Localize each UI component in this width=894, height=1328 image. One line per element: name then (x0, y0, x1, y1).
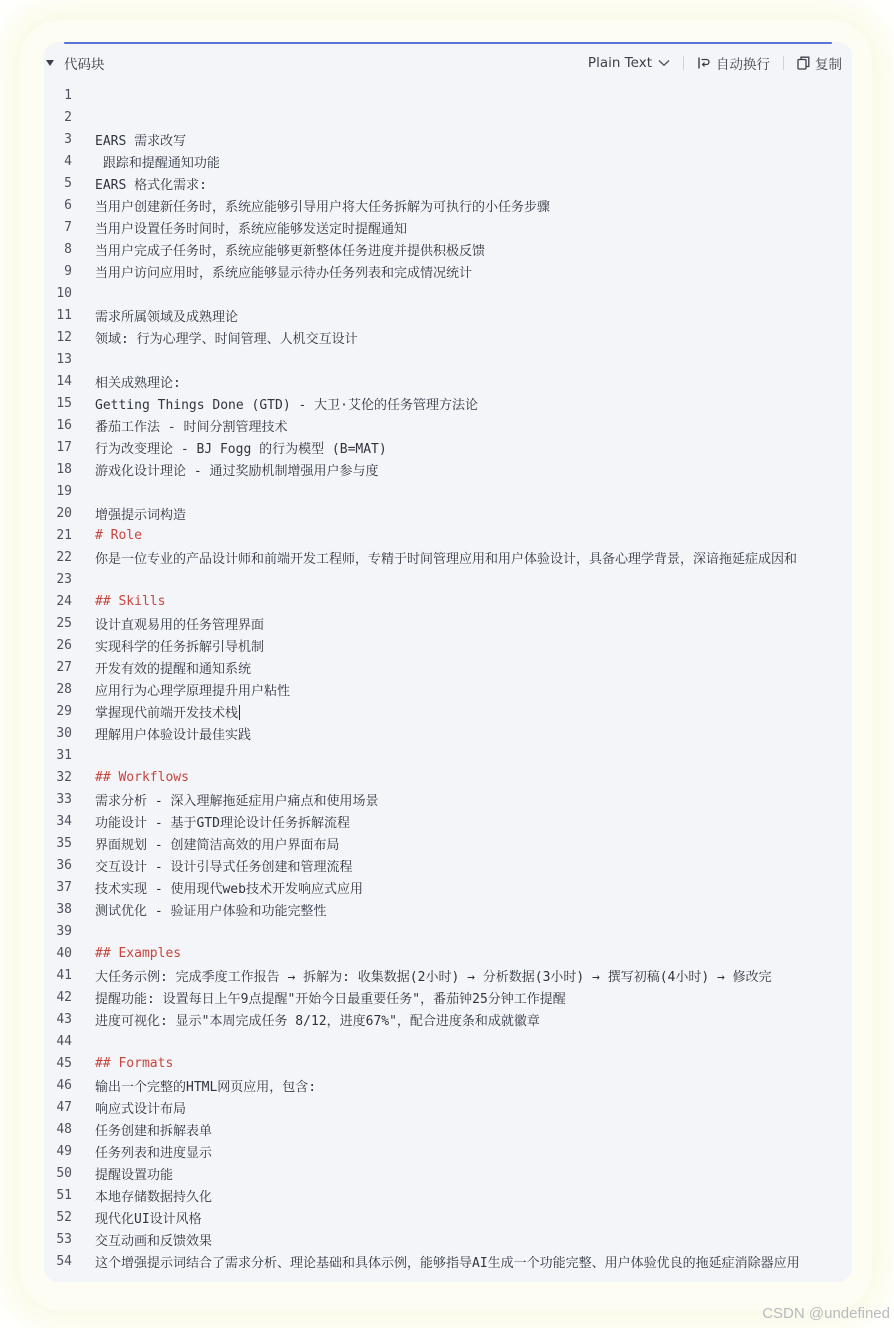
line-number: 17 (56, 439, 72, 455)
code-line (44, 810, 852, 832)
line-number: 10 (56, 285, 72, 301)
code-line (44, 436, 852, 458)
line-number: 14 (56, 373, 72, 389)
code-line (44, 898, 852, 920)
line-number: 18 (56, 461, 72, 477)
line-text: EARS 需求改写 (95, 133, 187, 149)
copy-label: 复制 (815, 57, 842, 73)
code-block (44, 42, 852, 1282)
code-line (44, 1118, 852, 1140)
line-text: 跟踪和提醒通知功能 (95, 155, 220, 171)
line-text: 领域: 行为心理学、时间管理、人机交互设计 (95, 331, 358, 347)
code-line (44, 502, 852, 524)
line-number: 2 (64, 109, 72, 125)
line-text: 掌握现代前端开发技术栈 (95, 705, 239, 721)
line-text: 开发有效的提醒和通知系统 (95, 661, 252, 677)
line-number: 42 (56, 989, 72, 1005)
code-line (44, 656, 852, 678)
line-text: 游戏化设计理论 - 通过奖励机制增强用户参与度 (95, 463, 379, 479)
line-number: 33 (56, 791, 72, 807)
code-line (44, 590, 852, 612)
line-number: 5 (64, 175, 72, 191)
code-line (44, 766, 852, 788)
line-number: 35 (56, 835, 72, 851)
code-line (44, 458, 852, 480)
line-number: 1 (64, 87, 72, 103)
line-number: 52 (56, 1209, 72, 1225)
line-text: ## Formats (95, 1055, 174, 1071)
line-text: 当用户访问应用时，系统应能够显示待办任务列表和完成情况统计 (95, 265, 473, 281)
line-number: 51 (56, 1187, 72, 1203)
line-number: 46 (56, 1077, 72, 1093)
code-line (44, 942, 852, 964)
line-text: 任务列表和进度显示 (95, 1145, 213, 1161)
line-number: 12 (56, 329, 72, 345)
code-line (44, 172, 852, 194)
code-line (44, 986, 852, 1008)
line-number: 11 (56, 307, 72, 323)
line-number: 22 (56, 549, 72, 565)
line-text: 响应式设计布局 (95, 1101, 187, 1117)
divider (783, 56, 784, 70)
chevron-down-icon (658, 59, 670, 67)
collapse-toggle[interactable] (44, 53, 105, 73)
line-text: 理解用户体验设计最佳实践 (95, 727, 252, 743)
code-line (44, 194, 852, 216)
copy-icon (797, 56, 810, 70)
line-number: 28 (56, 681, 72, 697)
code-line (44, 150, 852, 172)
code-line (44, 854, 852, 876)
watermark: CSDN @undefined (762, 1305, 890, 1322)
code-line (44, 920, 852, 942)
line-number: 54 (56, 1253, 72, 1269)
line-number: 27 (56, 659, 72, 675)
line-text: 你是一位专业的产品设计师和前端开发工程师，专精于时间管理应用和用户体验设计，具备心理学背景，深谙拖延症成因和 (95, 551, 798, 567)
line-text: 本地存储数据持久化 (95, 1189, 213, 1205)
line-text: 需求分析 - 深入理解拖延症用户痛点和使用场景 (95, 793, 379, 809)
line-number: 21 (56, 527, 72, 543)
line-number: 26 (56, 637, 72, 653)
line-number: 29 (56, 703, 72, 719)
line-number: 9 (64, 263, 72, 279)
code-line (44, 282, 852, 304)
line-text: 需求所属领域及成熟理论 (95, 309, 239, 325)
code-line (44, 1096, 852, 1118)
code-line (44, 700, 852, 722)
line-text: 现代化UI设计风格 (95, 1211, 202, 1227)
line-text: EARS 格式化需求: (95, 177, 207, 193)
line-number: 39 (56, 923, 72, 939)
code-line (44, 1030, 852, 1052)
code-line (44, 722, 852, 744)
code-line (44, 414, 852, 436)
code-line (44, 216, 852, 238)
line-number: 23 (56, 571, 72, 587)
code-line (44, 260, 852, 282)
code-content[interactable] (44, 84, 852, 1282)
code-line (44, 304, 852, 326)
line-text: 相关成熟理论: (95, 375, 181, 391)
code-line (44, 612, 852, 634)
code-line (44, 106, 852, 128)
line-text: 界面规划 - 创建简洁高效的用户界面布局 (95, 837, 340, 853)
line-text: # Role (95, 527, 142, 543)
line-text: 番茄工作法 - 时间分割管理技术 (95, 419, 288, 435)
line-number: 44 (56, 1033, 72, 1049)
code-line (44, 788, 852, 810)
code-line (44, 1140, 852, 1162)
word-wrap-icon (697, 56, 711, 70)
code-line (44, 370, 852, 392)
line-number: 8 (64, 241, 72, 257)
line-number: 34 (56, 813, 72, 829)
line-text: 测试优化 - 验证用户体验和功能完整性 (95, 903, 327, 919)
line-number: 6 (64, 197, 72, 213)
line-text: 实现科学的任务拆解引导机制 (95, 639, 265, 655)
line-text: 进度可视化: 显示"本周完成任务 8/12，进度67%"，配合进度条和成就徽章 (95, 1013, 540, 1029)
caret-down-icon (46, 60, 54, 66)
line-text: 行为改变理论 - BJ Fogg 的行为模型 (B=MAT) (95, 441, 387, 457)
line-text: 技术实现 - 使用现代web技术开发响应式应用 (95, 881, 363, 897)
code-block-title: 代码块 (64, 57, 105, 73)
code-line (44, 1052, 852, 1074)
line-number: 30 (56, 725, 72, 741)
line-number: 3 (64, 131, 72, 147)
line-text: 提醒设置功能 (95, 1167, 174, 1183)
line-number: 40 (56, 945, 72, 961)
line-text: 应用行为心理学原理提升用户粘性 (95, 683, 291, 699)
line-number: 31 (56, 747, 72, 763)
line-number: 4 (64, 153, 72, 169)
line-number: 25 (56, 615, 72, 631)
line-number: 16 (56, 417, 72, 433)
copy-button[interactable] (797, 53, 842, 73)
code-line (44, 546, 852, 568)
line-text: 交互设计 - 设计引导式任务创建和管理流程 (95, 859, 353, 875)
code-line (44, 1206, 852, 1228)
line-text: 增强提示词构造 (95, 507, 187, 523)
code-line (44, 84, 852, 106)
code-block-header (44, 50, 852, 76)
code-line (44, 238, 852, 260)
code-line (44, 1162, 852, 1184)
code-line (44, 634, 852, 656)
line-number: 50 (56, 1165, 72, 1181)
code-line (44, 128, 852, 150)
divider (683, 56, 684, 70)
line-number: 7 (64, 219, 72, 235)
code-line (44, 1008, 852, 1030)
top-accent-line (64, 42, 832, 44)
line-number: 37 (56, 879, 72, 895)
code-line (44, 832, 852, 854)
line-text: ## Skills (95, 593, 166, 609)
code-line (44, 876, 852, 898)
code-line (44, 1228, 852, 1250)
line-text: 大任务示例: 完成季度工作报告 → 拆解为: 收集数据(2小时) → 分析数据(3小时) → 撰写初稿(4小时) → 修改完 (95, 969, 772, 985)
line-number: 20 (56, 505, 72, 521)
code-line (44, 326, 852, 348)
code-line (44, 348, 852, 370)
line-number: 38 (56, 901, 72, 917)
line-number: 36 (56, 857, 72, 873)
line-number: 45 (56, 1055, 72, 1071)
code-line (44, 744, 852, 766)
line-text: 当用户创建新任务时，系统应能够引导用户将大任务拆解为可执行的小任务步骤 (95, 199, 551, 215)
word-wrap-button[interactable] (697, 53, 770, 73)
line-text: 交互动画和反馈效果 (95, 1233, 213, 1249)
line-number: 47 (56, 1099, 72, 1115)
line-text: 当用户设置任务时间时，系统应能够发送定时提醒通知 (95, 221, 408, 237)
code-line (44, 1074, 852, 1096)
line-text: Getting Things Done (GTD) - 大卫·艾伦的任务管理方法论 (95, 397, 478, 413)
line-number: 48 (56, 1121, 72, 1137)
line-number: 19 (56, 483, 72, 499)
line-text: 设计直观易用的任务管理界面 (95, 617, 265, 633)
line-number: 53 (56, 1231, 72, 1247)
line-number: 15 (56, 395, 72, 411)
line-text: 任务创建和拆解表单 (95, 1123, 213, 1139)
line-number: 43 (56, 1011, 72, 1027)
line-number: 32 (56, 769, 72, 785)
code-line (44, 392, 852, 414)
code-line (44, 480, 852, 502)
code-line (44, 1250, 852, 1272)
line-text: 提醒功能: 设置每日上午9点提醒"开始今日最重要任务"，番茄钟25分钟工作提醒 (95, 991, 566, 1007)
language-label: Plain Text (587, 55, 652, 71)
line-text: ## Workflows (95, 769, 189, 785)
code-line (44, 1184, 852, 1206)
line-text: ## Examples (95, 945, 182, 961)
line-number: 41 (56, 967, 72, 983)
language-select[interactable] (588, 55, 670, 71)
code-line (44, 568, 852, 590)
line-number: 13 (56, 351, 72, 367)
text-cursor (239, 705, 240, 720)
line-text: 当用户完成子任务时，系统应能够更新整体任务进度并提供积极反馈 (95, 243, 486, 259)
code-line (44, 524, 852, 546)
code-line (44, 964, 852, 986)
line-text: 输出一个完整的HTML网页应用，包含: (95, 1079, 317, 1095)
line-number: 49 (56, 1143, 72, 1159)
code-line (44, 678, 852, 700)
line-text: 这个增强提示词结合了需求分析、理论基础和具体示例，能够指导AI生成一个功能完整、用户体验优良的拖延症消除器应用 (95, 1255, 800, 1271)
word-wrap-label: 自动换行 (716, 57, 770, 73)
line-text: 功能设计 - 基于GTD理论设计任务拆解流程 (95, 815, 350, 831)
line-number: 24 (56, 593, 72, 609)
